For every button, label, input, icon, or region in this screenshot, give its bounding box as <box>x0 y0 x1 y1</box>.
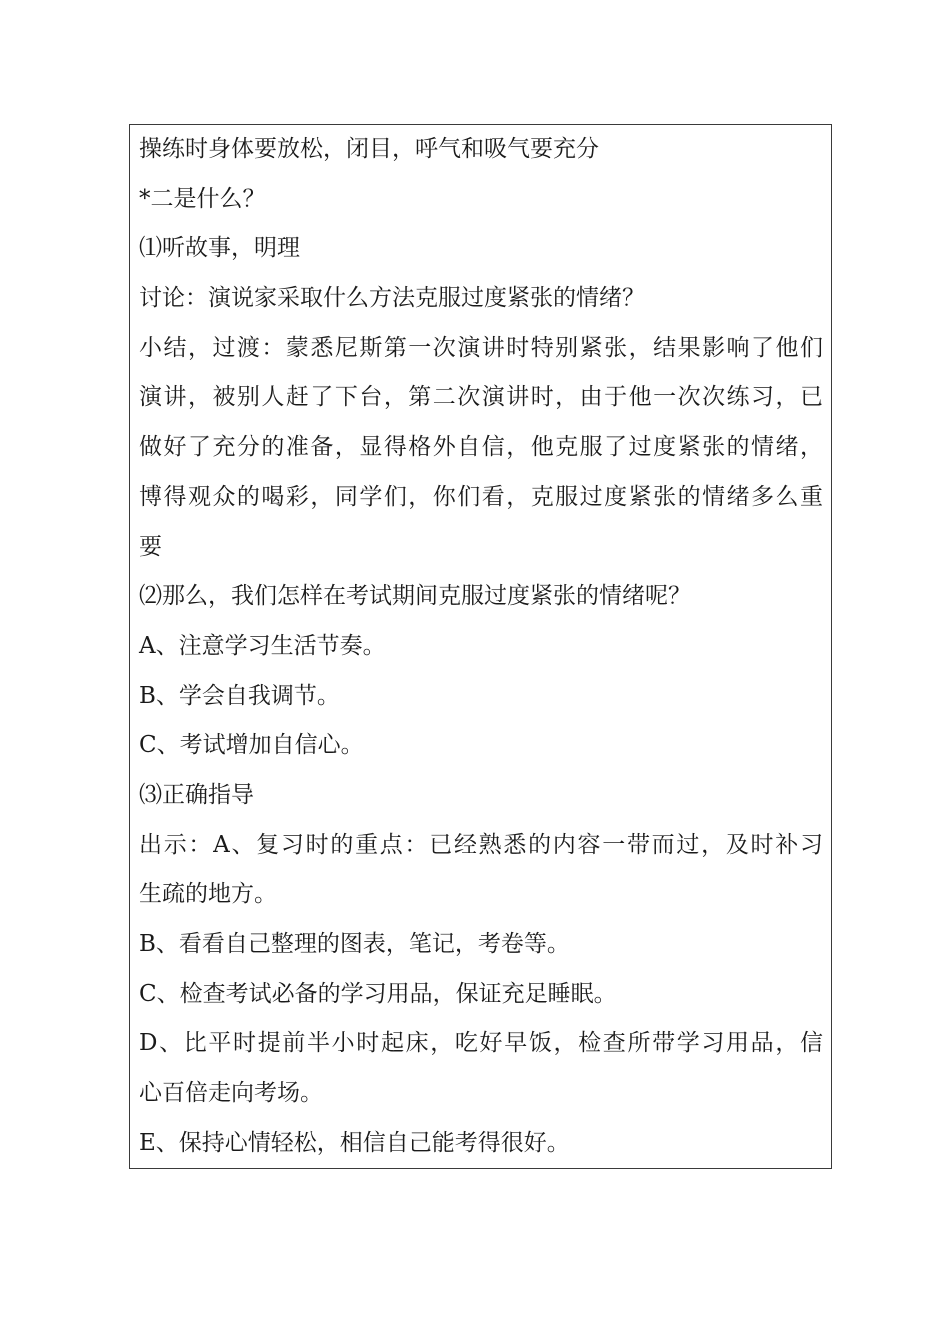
lesson-table-cell <box>129 124 832 1169</box>
text-line: C、考试增加自信心。 <box>139 732 364 759</box>
text-line: ⑴听故事，明理 <box>139 235 300 262</box>
text-line: C、检查考试必备的学习用品，保证充足睡眠。 <box>139 980 617 1007</box>
text-line: 生疏的地方。 <box>139 881 277 908</box>
text-line: ⑵那么，我们怎样在考试期间克服过度紧张的情绪呢？ <box>139 583 691 610</box>
lesson-content <box>139 125 823 1168</box>
text-line: 小结，过渡：蒙悉尼斯第一次演讲时特别紧张，结果影响了他们 <box>139 334 823 361</box>
text-line: 演讲，被别人赶了下台，第二次演讲时，由于他一次次练习，已 <box>139 384 823 411</box>
text-line: 讨论：演说家采取什么方法克服过度紧张的情绪？ <box>139 285 645 312</box>
text-line: 要 <box>139 533 162 560</box>
text-line: B、学会自我调节。 <box>139 682 340 709</box>
text-line: B、看看自己整理的图表，笔记，考卷等。 <box>139 931 570 957</box>
text-line: 操练时身体要放松，闭目，呼气和吸气要充分 <box>139 136 599 162</box>
text-line: 博得观众的喝彩，同学们，你们看，克服过度紧张的情绪多么重 <box>139 483 823 510</box>
text-line: A、注意学习生活节奏。 <box>139 632 386 659</box>
text-line: 出示：A、复习时的重点：已经熟悉的内容一带而过，及时补习 <box>139 831 823 858</box>
text-line: 做好了充分的准备，显得格外自信，他克服了过度紧张的情绪， <box>139 434 823 461</box>
text-line: D、比平时提前半小时起床，吃好早饭，检查所带学习用品，信 <box>139 1030 823 1057</box>
text-line: E、保持心情轻松，相信自己能考得很好。 <box>139 1129 570 1156</box>
text-line: ⑶正确指导 <box>139 781 254 808</box>
text-line: *二是什么？ <box>139 185 266 212</box>
text-line: 心百倍走向考场。 <box>139 1080 323 1107</box>
